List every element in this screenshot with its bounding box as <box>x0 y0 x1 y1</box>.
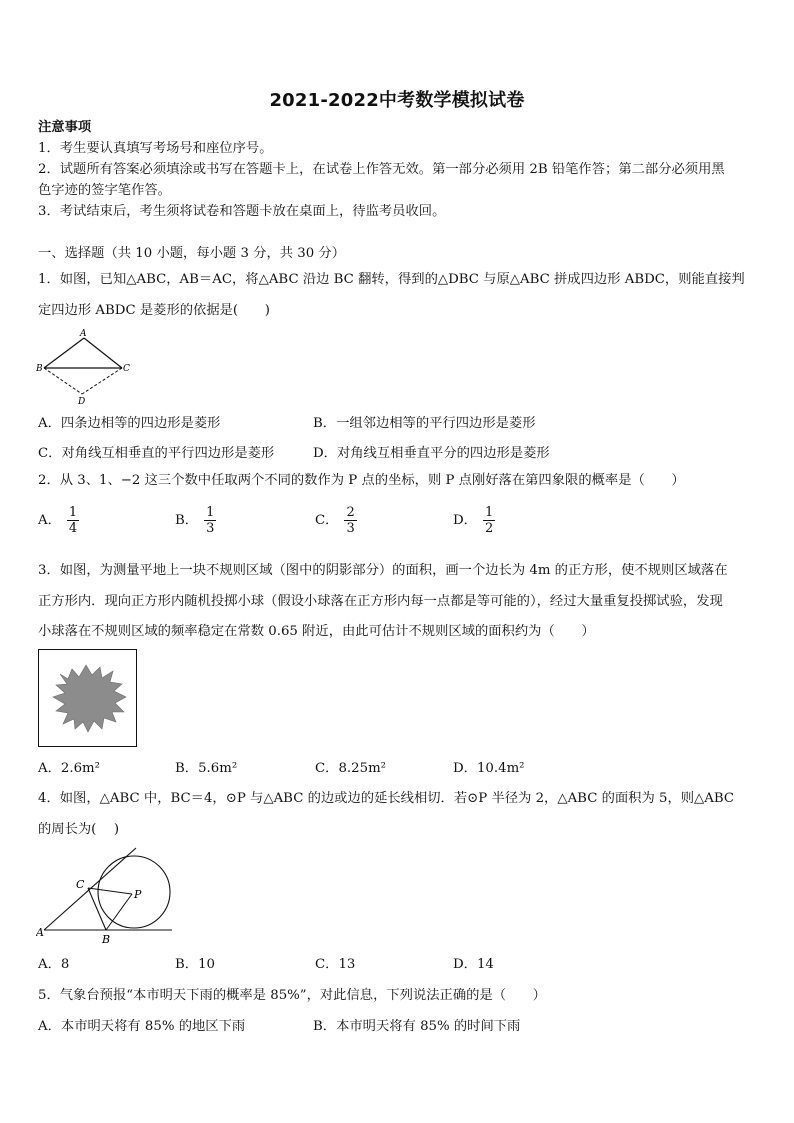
notice-item-2-line-2: 色字迹的签字笔作答。 <box>38 183 171 198</box>
q1-label-c: C <box>123 364 130 374</box>
q2-option-a-numerator: 1 <box>68 505 78 520</box>
q1-rhombus-figure <box>34 328 134 406</box>
q2-option-b-numerator: 1 <box>206 505 215 520</box>
q5-stem: 5．气象台预报“本市明天下雨的概率是 85%”，对此信息，下列说法正确的是（ ） <box>38 988 546 1003</box>
q2-stem: 2．从 3、1、−2 这三个数中任取两个不同的数作为 P 点的坐标，则 P 点刚好落在第四象限的概率是（ ） <box>38 473 685 488</box>
q4-stem-line-1: 4．如图，△ABC 中，BC＝4，⊙P 与△ABC 的边或边的延长线相切．若⊙P 半径为 2，△ABC 的面积为 5，则△ABC <box>38 791 735 806</box>
q4-tangent-circle-figure <box>36 842 176 947</box>
q1-label-b: B <box>36 364 43 374</box>
q1-stem-line-2: 定四边形 ABDC 是菱形的依据是( ) <box>38 303 270 318</box>
q4-option-d: D．14 <box>453 957 494 972</box>
q3-option-a: A．2.6m² <box>38 761 100 776</box>
q3-stem-line-2: 正方形内．现向正方形内随机投掷小球（假设小球落在正方形内每一点都是等可能的），经过大量重复投掷试验，发现 <box>38 594 723 609</box>
q2-option-a-denominator: 4 <box>68 521 78 536</box>
q2-option-a-fraction <box>67 505 79 536</box>
page-title: 2021-2022中考数学模拟试卷 <box>269 90 525 111</box>
q1-option-c: C．对角线互相垂直的平行四边形是菱形 <box>38 446 275 461</box>
q2-option-a <box>38 505 79 536</box>
q1-label-d: D <box>78 397 86 406</box>
notice-item-3: 3．考试结束后，考生须将试卷和答题卡放在桌面上，待监考员收回。 <box>38 204 446 219</box>
q2-option-d <box>453 505 495 536</box>
q4-label-b: B <box>102 933 111 946</box>
q2-option-a-label: A． <box>38 512 61 528</box>
q2-option-b-label: B． <box>175 512 199 528</box>
section-heading: 一、选择题（共 10 小题，每小题 3 分，共 30 分） <box>38 246 346 261</box>
q2-option-b-fraction <box>204 505 216 536</box>
notice-item-1: 1．考生要认真填写考场号和座位序号。 <box>38 141 273 156</box>
q4-option-a: A．8 <box>38 957 70 972</box>
q2-option-d-denominator: 2 <box>484 521 494 536</box>
notice-item-2-line-1: 2．试题所有答案必须填涂或书写在答题卡上，在试卷上作答无效。第一部分必须用 2B 铅笔作答；第二部分必须用黑 <box>38 162 725 177</box>
q2-option-d-numerator: 1 <box>484 505 494 520</box>
q2-option-c-label: C． <box>315 512 339 528</box>
q5-option-a: A．本市明天将有 85% 的地区下雨 <box>38 1019 246 1034</box>
q1-option-b: B．一组邻边相等的平行四边形是菱形 <box>313 416 536 431</box>
q3-stem-line-3: 小球落在不规则区域的频率稳定在常数 0.65 附近，由此可估计不规则区域的面积约为（ ） <box>38 624 595 639</box>
q1-option-d: D．对角线互相垂直平分的四边形是菱形 <box>313 446 550 461</box>
q2-option-c-fraction <box>344 505 356 536</box>
q4-option-b: B．10 <box>175 957 215 972</box>
q2-option-c-denominator: 3 <box>346 521 355 536</box>
q4-label-a: A <box>36 926 44 939</box>
q4-stem-line-2: 的周长为( ) <box>38 822 120 837</box>
q2-option-d-label: D． <box>453 512 477 528</box>
q4-label-p: P <box>134 888 142 901</box>
q3-option-c: C．8.25m² <box>315 761 387 776</box>
q2-option-d-fraction <box>483 505 495 536</box>
notice-heading: 注意事项 <box>38 120 92 135</box>
q2-option-c <box>315 505 357 536</box>
q1-stem-line-1: 1．如图，已知△ABC，AB＝AC，将△ABC 沿边 BC 翻转，得到的△DBC 与原△ABC 拼成四边形 ABDC，则能直接判 <box>38 272 745 287</box>
q2-option-b <box>175 505 216 536</box>
q3-stem-line-1: 3．如图，为测量平地上一块不规则区域（图中的阴影部分）的面积，画一个边长为 4m 的正方形，使不规则区域落在 <box>38 563 728 578</box>
q3-option-d: D．10.4m² <box>453 761 525 776</box>
q5-option-b: B．本市明天将有 85% 的时间下雨 <box>313 1019 521 1034</box>
q4-label-c: C <box>76 878 85 891</box>
q4-option-c: C．13 <box>315 957 356 972</box>
q3-option-b: B．5.6m² <box>175 761 238 776</box>
q2-option-b-denominator: 3 <box>206 521 215 536</box>
q1-label-a: A <box>80 329 87 339</box>
q2-option-c-numerator: 2 <box>346 505 355 520</box>
q3-square-figure <box>38 649 138 749</box>
q1-option-a: A．四条边相等的四边形是菱形 <box>38 416 221 431</box>
